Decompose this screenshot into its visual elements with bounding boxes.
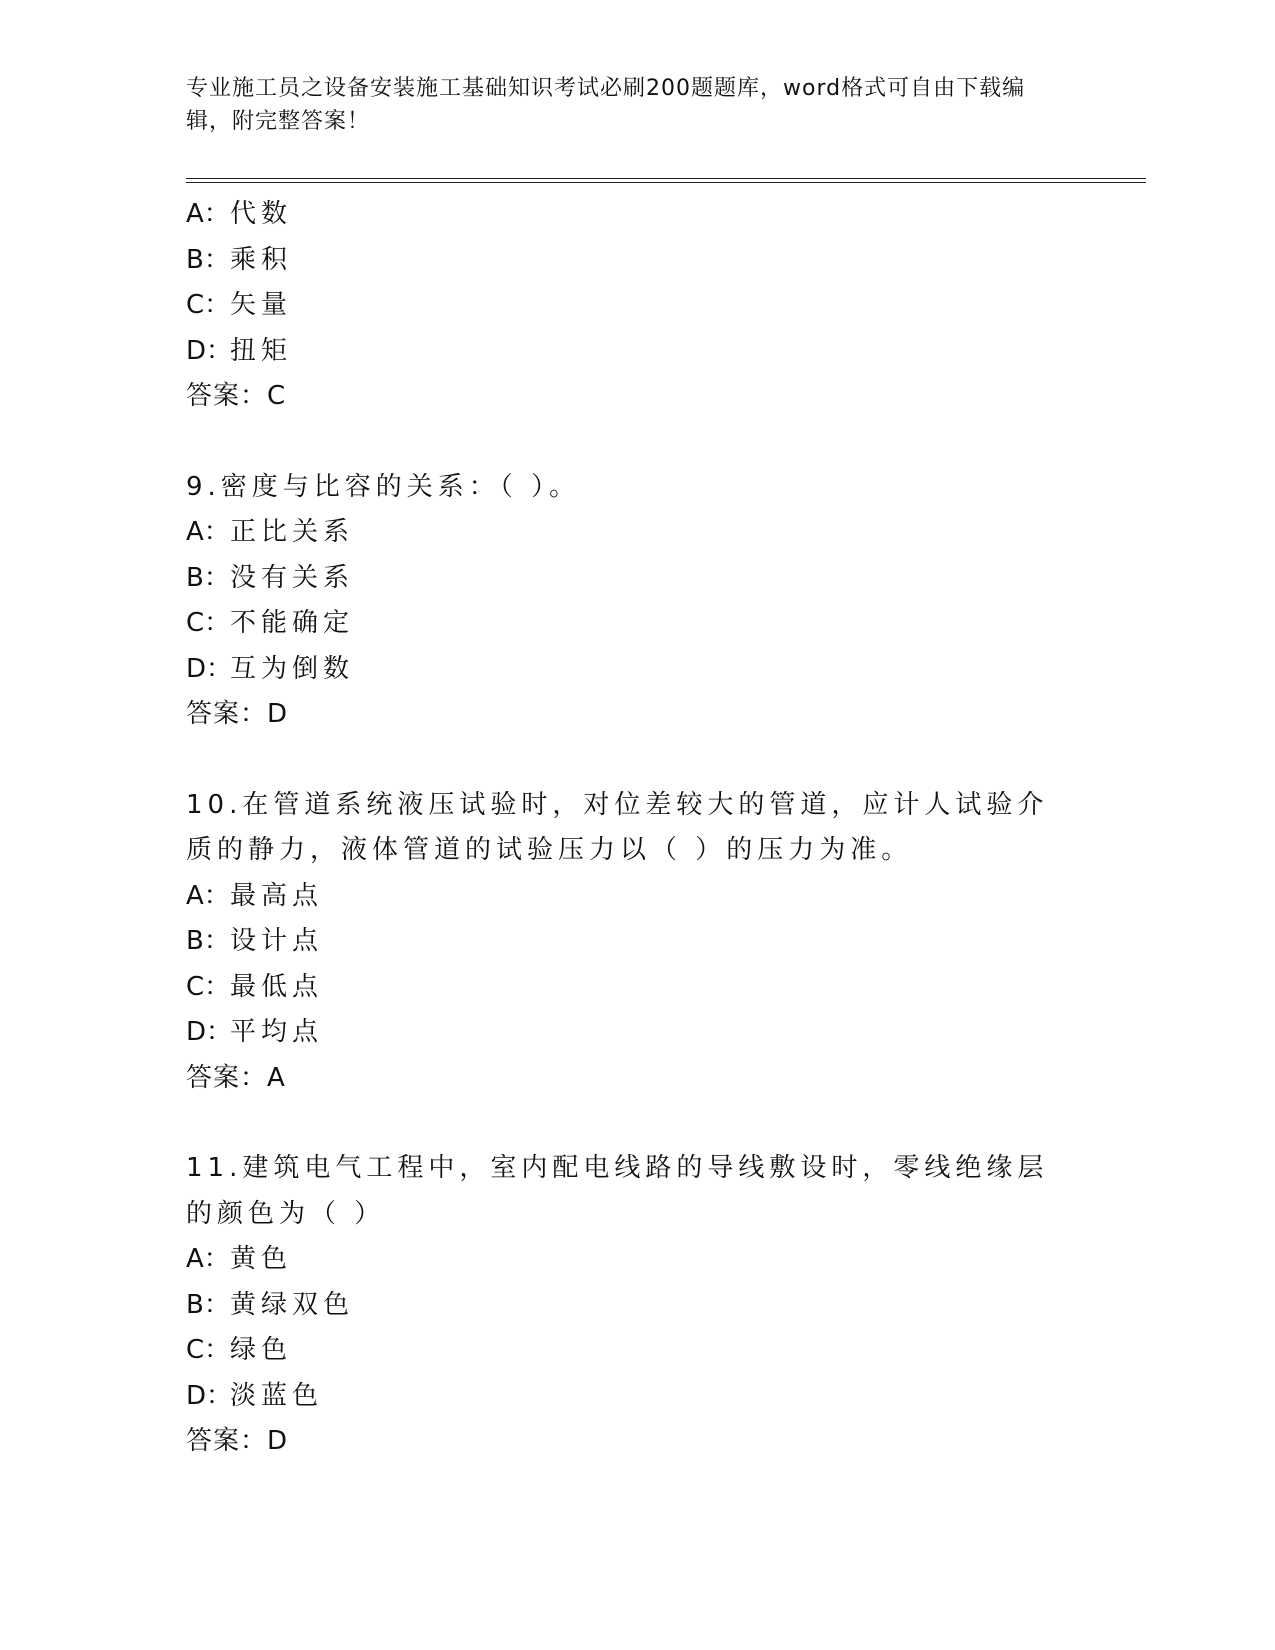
option-letter: B：	[186, 1289, 230, 1320]
option-b	[186, 919, 1076, 965]
option-text: 正比关系	[230, 517, 355, 547]
option-b	[186, 238, 1076, 284]
option-letter: C：	[186, 290, 231, 320]
option-text: 黄色	[230, 1244, 293, 1274]
option-letter: D：	[186, 1017, 233, 1047]
option-letter: A：	[186, 880, 230, 911]
option-letter: B：	[186, 562, 230, 593]
header-divider-top	[186, 178, 1146, 179]
question-block	[186, 1146, 1076, 1465]
option-text: 淡蓝色	[230, 1380, 324, 1411]
option-text: 最高点	[230, 880, 324, 911]
option-letter: D：	[186, 1380, 233, 1411]
option-a	[186, 874, 1076, 920]
question-block	[186, 465, 1076, 738]
option-d	[186, 329, 1076, 375]
answer-line: 答案：D	[186, 699, 289, 729]
option-letter: B：	[186, 926, 230, 956]
option-letter: B：	[186, 244, 230, 275]
option-letter: C：	[186, 971, 231, 1002]
option-a	[186, 1237, 1076, 1283]
option-letter: A：	[186, 1244, 230, 1274]
option-text: 代数	[230, 199, 293, 229]
question-list	[186, 192, 1076, 1465]
option-c	[186, 965, 1076, 1011]
option-text: 扭矩	[230, 335, 293, 366]
option-d	[186, 1010, 1076, 1056]
option-letter: C：	[186, 608, 231, 638]
option-text: 设计点	[230, 926, 324, 956]
question-stem: 11.建筑电气工程中，室内配电线路的导线敷设时，零线绝缘层的颜色为（ ）	[186, 1153, 1049, 1229]
document-header: 专业施工员之设备安装施工基础知识考试必刷200题题库，word格式可自由下载编辑，附完整答案！	[186, 76, 1026, 134]
option-letter: D：	[186, 335, 233, 366]
option-b	[186, 1283, 1076, 1329]
option-text: 平均点	[230, 1017, 324, 1047]
option-text: 乘积	[230, 244, 293, 275]
option-letter: A：	[186, 517, 230, 547]
option-d	[186, 1374, 1076, 1420]
option-text: 不能确定	[230, 608, 355, 638]
option-c	[186, 283, 1076, 329]
header-divider-bottom	[186, 182, 1146, 183]
answer-line: 答案：C	[186, 381, 287, 411]
option-text: 互为倒数	[230, 653, 355, 684]
answer-line: 答案：A	[186, 1062, 286, 1093]
option-a	[186, 192, 1076, 238]
option-d	[186, 647, 1076, 693]
option-a	[186, 510, 1076, 556]
option-c	[186, 1328, 1076, 1374]
question-stem: 9.密度与比容的关系：（ ）。	[186, 471, 581, 502]
question-block	[186, 783, 1076, 1102]
option-letter: C：	[186, 1335, 231, 1365]
option-text: 绿色	[230, 1335, 293, 1365]
option-text: 没有关系	[230, 562, 355, 593]
option-letter: D：	[186, 653, 233, 684]
option-b	[186, 556, 1076, 602]
option-text: 矢量	[230, 290, 293, 320]
option-c	[186, 601, 1076, 647]
option-text: 最低点	[230, 971, 324, 1002]
option-text: 黄绿双色	[230, 1289, 355, 1320]
question-stem: 10.在管道系统液压试验时，对位差较大的管道，应计人试验介质的静力，液体管道的试验压力以（ ）的压力为准。	[186, 789, 1049, 865]
question-block	[186, 192, 1076, 420]
answer-line: 答案：D	[186, 1426, 289, 1456]
option-letter: A：	[186, 199, 230, 229]
